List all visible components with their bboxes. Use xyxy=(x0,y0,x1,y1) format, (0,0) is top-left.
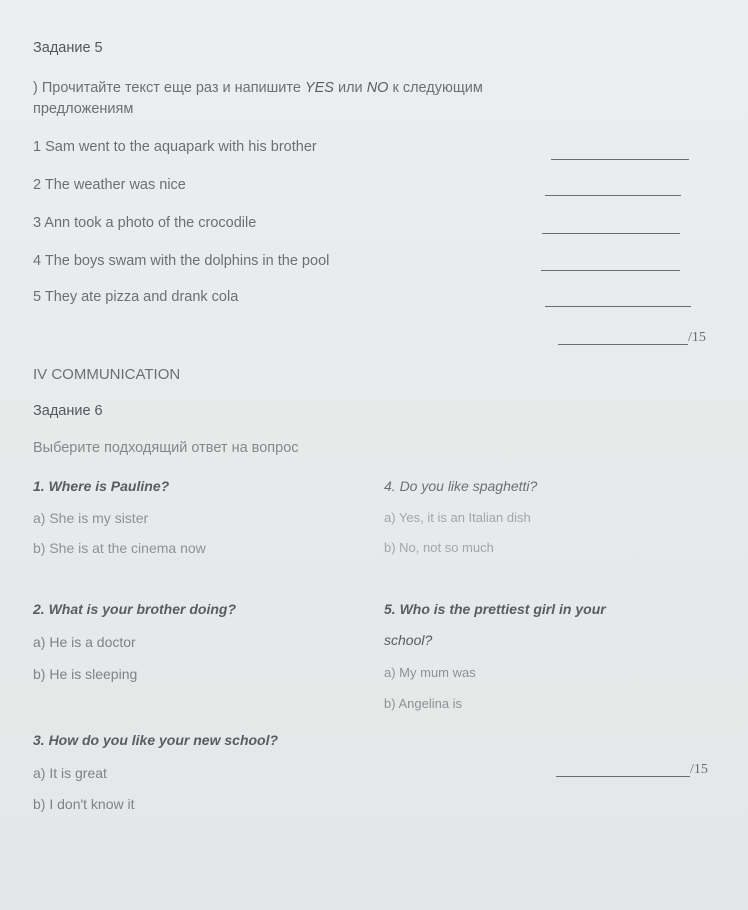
section-title: IV COMMUNICATION xyxy=(33,366,181,383)
question-2-option-b[interactable]: b) He is sleeping xyxy=(33,666,138,682)
question-5-continued: school? xyxy=(384,632,433,648)
question-4-option-b[interactable]: b) No, not so much xyxy=(384,540,494,555)
answer-line-2[interactable] xyxy=(545,195,681,196)
question-3-option-b[interactable]: b) I don't know it xyxy=(33,796,135,812)
score-line-task6[interactable] xyxy=(556,776,690,777)
task5-title: Задание 5 xyxy=(33,40,103,56)
question-4-option-a[interactable]: a) Yes, it is an Italian dish xyxy=(384,510,531,525)
no-word: NO xyxy=(366,80,389,96)
answer-line-3[interactable] xyxy=(542,233,680,234)
answer-line-4[interactable] xyxy=(541,270,680,271)
task5-instruction xyxy=(33,80,483,96)
question-5: 5. Who is the prettiest girl in your xyxy=(384,601,606,617)
answer-line-5[interactable] xyxy=(545,306,691,307)
statement-3: 3 Ann took a photo of the crocodile xyxy=(33,215,257,231)
score-task6: /15 xyxy=(690,762,708,777)
question-2-option-a[interactable]: a) He is a doctor xyxy=(33,634,136,650)
statement-2: 2 The weather was nice xyxy=(33,177,186,193)
question-5-option-b[interactable]: b) Angelina is xyxy=(384,696,463,711)
question-1: 1. Where is Pauline? xyxy=(33,478,170,494)
question-4: 4. Do you like spaghetti? xyxy=(384,478,538,494)
question-1-option-b[interactable]: b) She is at the cinema now xyxy=(33,540,206,556)
task6-instruction: Выберите подходящий ответ на вопрос xyxy=(33,440,299,456)
statement-4: 4 The boys swam with the dolphins in the pool xyxy=(33,253,330,269)
score-line-task5[interactable] xyxy=(558,344,688,345)
instruction-part: ) Прочитайте текст еще раз и напишите xyxy=(33,80,305,96)
question-3: 3. How do you like your new school? xyxy=(33,732,279,748)
question-1-option-a[interactable]: a) She is my sister xyxy=(33,510,149,526)
instruction-part: к следующим xyxy=(388,80,483,96)
question-3-option-a[interactable]: a) It is great xyxy=(33,765,107,781)
score-task5: /15 xyxy=(688,330,706,345)
statement-5: 5 They ate pizza and drank cola xyxy=(33,289,239,305)
task6-title: Задание 6 xyxy=(33,403,103,419)
answer-line-1[interactable] xyxy=(551,159,689,160)
task5-instruction-line2: предложениям xyxy=(33,101,134,117)
question-2: 2. What is your brother doing? xyxy=(33,601,236,617)
question-5-option-a[interactable]: a) My mum was xyxy=(384,665,476,680)
instruction-part: или xyxy=(333,80,367,96)
statement-1: 1 Sam went to the aquapark with his brother xyxy=(33,139,317,155)
yes-word: YES xyxy=(304,80,334,96)
